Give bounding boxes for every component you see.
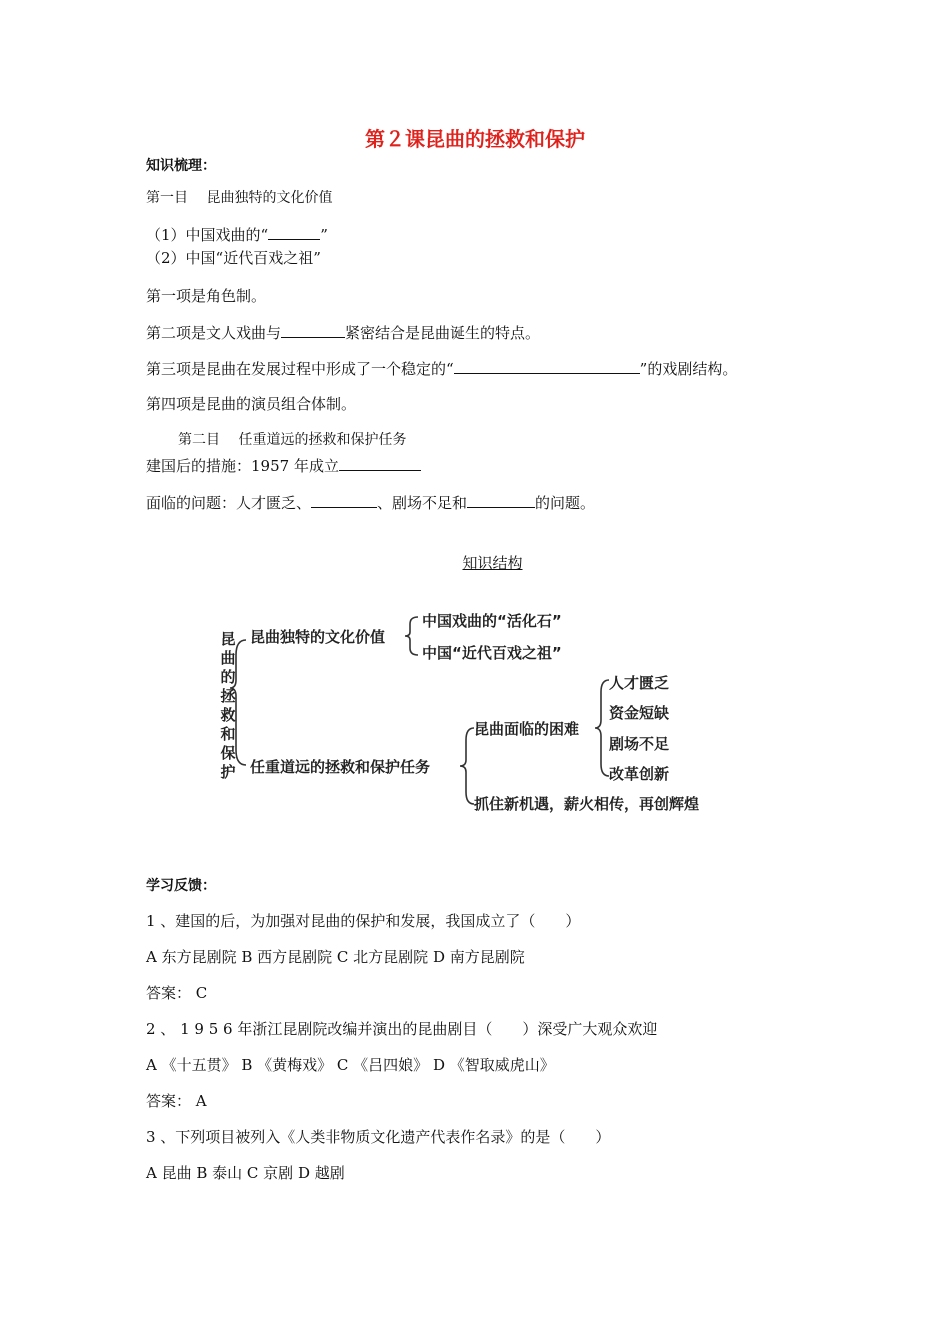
problems-pre: 面临的问题：人才匮乏、 bbox=[146, 494, 312, 512]
question-2-options: A 《十五贯》 B 《黄梅戏》 C 《吕四娘》 D 《智取威虎山》 bbox=[146, 1056, 555, 1074]
knowledge-structure-diagram bbox=[212, 600, 772, 830]
line-second bbox=[146, 322, 540, 343]
structure-title: 知识结构 bbox=[462, 554, 523, 572]
fill-blank[interactable] bbox=[454, 358, 640, 374]
sub1-bracket bbox=[595, 680, 609, 776]
diagram-branch1-leaf1: 中国戏曲的“活化石” bbox=[422, 612, 562, 630]
question-1: 1 、建国的后，为加强对昆曲的保护和发展，我国成立了（ ） bbox=[146, 912, 581, 930]
item1-heading: 第一目 昆曲独特的文化价值 bbox=[146, 190, 333, 206]
item1-point1-pre: （1）中国戏曲的“ bbox=[146, 226, 269, 244]
fill-blank[interactable] bbox=[268, 224, 320, 240]
branch1-bracket bbox=[405, 617, 418, 655]
line-third-pre: 第三项是昆曲在发展过程中形成了一个稳定的“ bbox=[146, 360, 454, 378]
item2-heading: 第二目 任重道远的拯救和保护任务 bbox=[178, 432, 407, 448]
item1-point2: （2）中国“近代百戏之祖” bbox=[146, 249, 321, 267]
fill-blank[interactable] bbox=[311, 492, 377, 508]
diagram-root: 昆曲的拯救和保护 bbox=[220, 630, 236, 781]
line-third bbox=[146, 358, 737, 379]
measures-line bbox=[146, 455, 421, 476]
question-2: 2 、 1 9 5 6 年浙江昆剧院改编并演出的昆曲剧目（ ）深受广大观众欢迎 bbox=[146, 1020, 658, 1038]
diagram-leaf: 改革创新 bbox=[609, 765, 670, 783]
page-title: 第２课昆曲的拯救和保护 bbox=[365, 127, 585, 151]
diagram-branch2-sub1: 昆曲面临的困难 bbox=[474, 720, 580, 738]
item1-point1-post: ” bbox=[320, 226, 328, 244]
question-3: 3 、下列项目被列入《人类非物质文化遗产代表作名录》的是（ ） bbox=[146, 1128, 611, 1146]
question-1-options: A 东方昆剧院 B 西方昆剧院 C 北方昆剧院 D 南方昆剧院 bbox=[146, 948, 525, 966]
item1-point1 bbox=[146, 224, 328, 245]
diagram-leaf: 资金短缺 bbox=[609, 704, 670, 722]
line-fourth: 第四项是昆曲的演员组合体制。 bbox=[146, 395, 357, 413]
diagram-branch2-sub2: 抓住新机遇，薪火相传，再创辉煌 bbox=[474, 795, 700, 813]
diagram-leaf: 人才匮乏 bbox=[609, 674, 670, 692]
problems-line bbox=[146, 492, 595, 513]
problems-mid: 、剧场不足和 bbox=[377, 494, 468, 512]
diagram-leaf: 剧场不足 bbox=[609, 735, 670, 753]
question-3-options: A 昆曲 B 泰山 C 京剧 D 越剧 bbox=[146, 1164, 345, 1182]
line-second-post: 紧密结合是昆曲诞生的特点。 bbox=[345, 324, 541, 342]
fill-blank[interactable] bbox=[467, 492, 535, 508]
fill-blank[interactable] bbox=[281, 322, 345, 338]
line-third-post: ”的戏剧结构。 bbox=[639, 360, 738, 378]
diagram-branch1: 昆曲独特的文化价值 bbox=[250, 628, 386, 646]
line-second-pre: 第二项是文人戏曲与 bbox=[146, 324, 282, 342]
feedback-heading: 学习反馈： bbox=[146, 878, 216, 894]
knowledge-heading: 知识梳理： bbox=[146, 158, 216, 174]
diagram-branch1-leaf2: 中国“近代百戏之祖” bbox=[422, 644, 562, 662]
line-first: 第一项是角色制。 bbox=[146, 287, 267, 305]
diagram-branch2: 任重道远的拯救和保护任务 bbox=[250, 758, 431, 776]
branch2-bracket bbox=[460, 728, 474, 804]
question-2-answer: 答案： A bbox=[146, 1092, 207, 1110]
fill-blank[interactable] bbox=[339, 455, 421, 471]
measures-pre: 建国后的措施：1957 年成立 bbox=[146, 457, 339, 475]
question-1-answer: 答案： C bbox=[146, 984, 208, 1002]
problems-post: 的问题。 bbox=[535, 494, 596, 512]
